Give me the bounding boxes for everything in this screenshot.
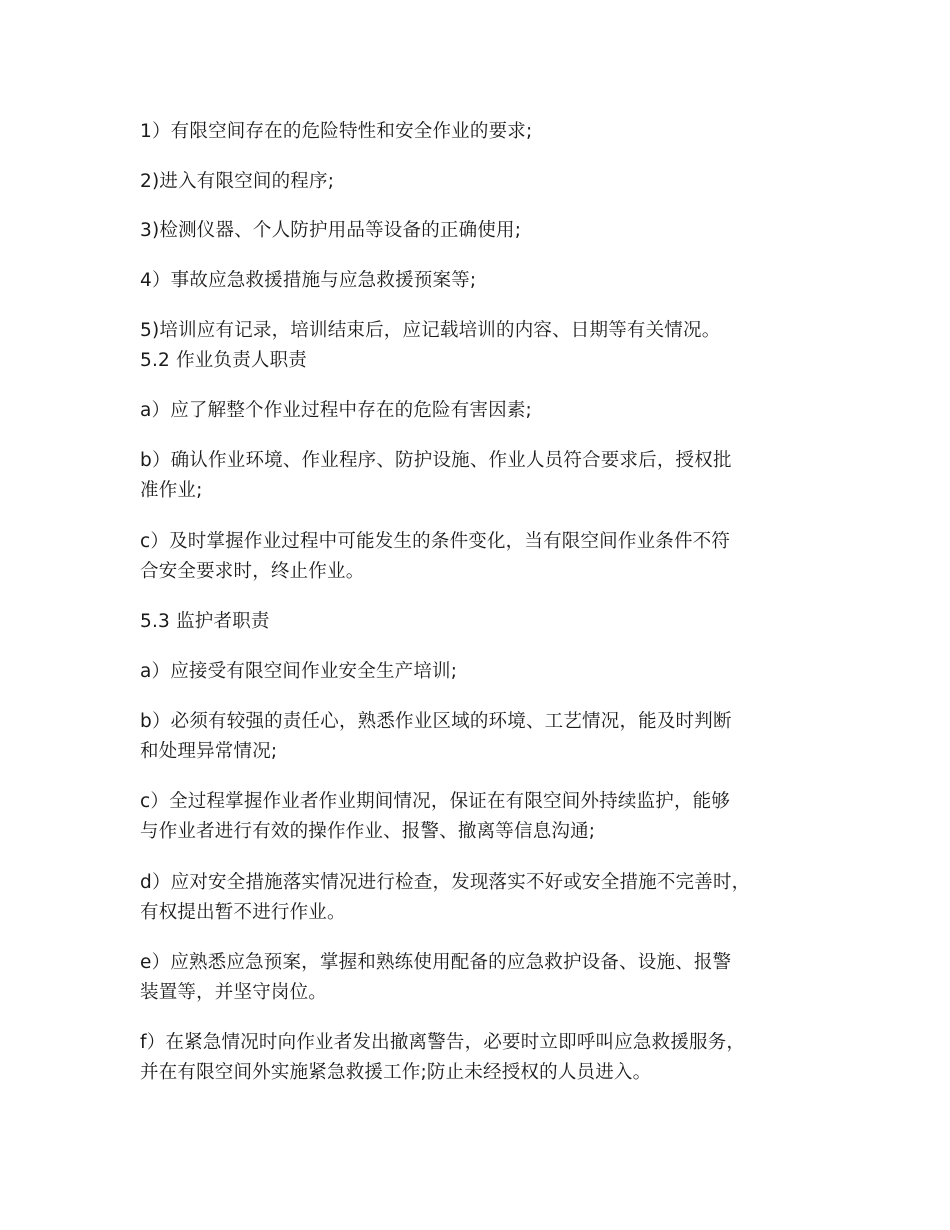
monitor-duty-f-line-1: f）在紧急情况时向作业者发出撤离警告，必要时立即呼叫应急救援服务，	[140, 1032, 746, 1053]
monitor-duty-d-line-1: d）应对安全措施落实情况进行检查，发现落实不好或安全措施不完善时，	[140, 872, 751, 893]
monitor-duty-e-line-2: 装置等，并坚守岗位。	[140, 982, 328, 1003]
supervisor-duty-b-line-1: b）确认作业环境、作业程序、防护设施、作业人员符合要求后，授权批	[140, 450, 732, 471]
supervisor-duty-b-line-2: 准作业;	[140, 480, 203, 501]
monitor-duty-b-line-1: b）必须有较强的责任心，熟悉作业区域的环境、工艺情况，能及时判断	[140, 711, 732, 732]
monitor-duty-a: a）应接受有限空间作业安全生产培训;	[140, 661, 458, 682]
training-item-3: 3)检测仪器、个人防护用品等设备的正确使用;	[140, 220, 522, 241]
section-heading-5-2: 5.2 作业负责人职责	[140, 350, 308, 371]
monitor-duty-c-line-2: 与作业者进行有效的操作作业、报警、撤离等信息沟通;	[140, 821, 596, 842]
training-item-5: 5)培训应有记录，培训结束后，应记载培训的内容、日期等有关情况。	[140, 320, 721, 341]
training-item-1: 1）有限空间存在的危险特性和安全作业的要求;	[140, 121, 533, 142]
monitor-duty-d-line-2: 有权提出暂不进行作业。	[140, 902, 346, 923]
monitor-duty-c-line-1: c）全过程掌握作业者作业期间情况，保证在有限空间外持续监护，能够	[140, 791, 731, 812]
section-heading-5-3: 5.3 监护者职责	[140, 611, 270, 632]
supervisor-duty-c-line-1: c）及时掌握作业过程中可能发生的条件变化，当有限空间作业条件不符	[140, 531, 731, 552]
supervisor-duty-c-line-2: 合安全要求时，终止作业。	[140, 561, 365, 582]
monitor-duty-f-line-2: 并在有限空间外实施紧急救援工作;防止未经授权的人员进入。	[140, 1062, 652, 1083]
monitor-duty-b-line-2: 和处理异常情况;	[140, 741, 278, 762]
monitor-duty-e-line-1: e）应熟悉应急预案，掌握和熟练使用配备的应急救护设备、设施、报警	[140, 952, 732, 973]
supervisor-duty-a: a）应了解整个作业过程中存在的危险有害因素;	[140, 400, 532, 421]
training-item-2: 2)进入有限空间的程序;	[140, 171, 335, 192]
training-item-4: 4）事故应急救援措施与应急救援预案等;	[140, 270, 477, 291]
